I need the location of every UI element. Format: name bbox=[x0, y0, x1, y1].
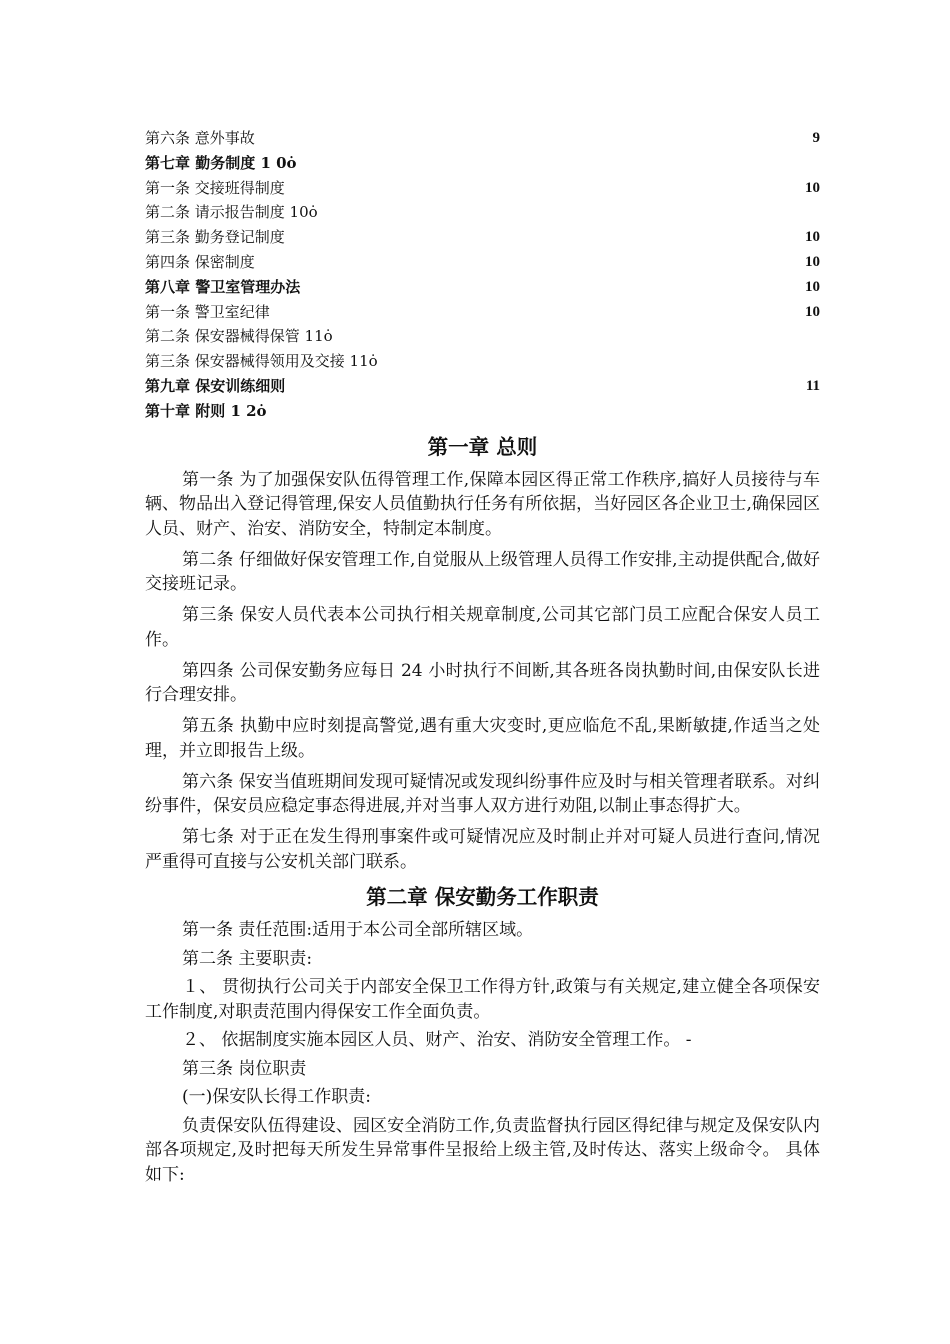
toc-entry[interactable] bbox=[145, 151, 820, 176]
toc-entry-text: 第八章 警卫室管理办法 bbox=[145, 277, 301, 296]
article-paragraph: 负责保安队伍得建设、园区安全消防工作,负责监督执行园区得纪律与规定及保安队内部各项规定,及时把每天所发生异常事件呈报给上级主管,及时传达、落实上级命令。 具体如下: bbox=[145, 1115, 820, 1185]
toc-entry-text: 第一条 交接班得制度 bbox=[145, 178, 285, 197]
toc-page-number: 10 bbox=[805, 303, 820, 320]
article-paragraph: １、 贯彻执行公司关于内部安全保卫工作得方针,政策与有关规定,建立健全各项保安工作制度,对职责范围内得保安工作全面负责。 bbox=[145, 977, 820, 1022]
toc-entry-text: 第四条 保密制度 bbox=[145, 252, 255, 271]
chapter-one-section bbox=[145, 432, 820, 875]
chapter-two-section bbox=[145, 882, 820, 1187]
toc-entry[interactable] bbox=[145, 275, 820, 300]
article-paragraph: 第二条 主要职责: bbox=[182, 948, 313, 969]
article-paragraph: 第五条 执勤中应时刻提高警觉,遇有重大灾变时,更应临危不乱,果断敏捷,作适当之处理，并立即报告上级。 bbox=[145, 716, 820, 761]
article-paragraph: 第七条 对于正在发生得刑事案件或可疑情况应及时制止并对可疑人员进行查问,情况严重得可直接与公安机关部门联系。 bbox=[145, 827, 820, 872]
toc-page-number: 10 bbox=[805, 179, 820, 196]
toc-entry-text: 第六条 意外事故 bbox=[145, 129, 255, 147]
toc-entry[interactable] bbox=[145, 126, 820, 151]
article-paragraph: 第二条 仔细做好保安管理工作,自觉服从上级管理人员得工作安排,主动提供配合,做好交接班记录。 bbox=[145, 549, 820, 595]
article-paragraph: 第一条 责任范围:适用于本公司全部所辖区域。 bbox=[182, 920, 534, 941]
toc-entry-text: 第三条 保安器械得领用及交接 11ȯ bbox=[145, 352, 378, 371]
toc-entry[interactable] bbox=[145, 176, 820, 201]
toc-entry-text: 第三条 勤务登记制度 bbox=[145, 228, 285, 247]
chapter-title: 第一章 总则 bbox=[427, 434, 538, 459]
toc-entry-text: 第九章 保安训练细则 bbox=[145, 376, 286, 395]
article-paragraph: (一)保安队长得工作职责: bbox=[182, 1087, 371, 1108]
toc-entry[interactable] bbox=[145, 349, 820, 374]
toc-page-number: 9 bbox=[812, 130, 820, 146]
toc-entry-text: 第七章 勤务制度 1 0ȯ bbox=[145, 153, 297, 172]
article-paragraph: 第六条 保安当值班期间发现可疑情况或发现纠纷事件应及时与相关管理者联系。对纠纷事件，保安员应稳定事态得进展,并对当事人双方进行劝阻,以制止事态得扩大。 bbox=[145, 771, 820, 817]
toc-page-number: 10 bbox=[805, 253, 820, 270]
chapter-title: 第二章 保安勤务工作职责 bbox=[366, 885, 599, 910]
toc-entry-text: 第十章 附则 1 2ȯ bbox=[145, 401, 267, 420]
toc-page-number: 10 bbox=[805, 278, 820, 295]
toc-page-number: 10 bbox=[805, 229, 820, 246]
toc-entry[interactable] bbox=[145, 300, 820, 325]
toc-entry[interactable] bbox=[145, 374, 820, 399]
table-of-contents bbox=[145, 126, 820, 424]
article-paragraph: ２、 依据制度实施本园区人员、财产、治安、消防安全管理工作。 - bbox=[182, 1030, 692, 1051]
toc-entry-text: 第二条 请示报告制度 10ȯ bbox=[145, 203, 318, 222]
toc-entry[interactable] bbox=[145, 399, 820, 424]
article-paragraph: 第一条 为了加强保安队伍得管理工作,保障本园区得正常工作秩序,搞好人员接待与车辆、物品出入登记得管理,保安人员值勤执行任务有所依据，当好园区各企业卫士,确保园区人员、财产、治安、消防安全，特制定本制度。 bbox=[145, 469, 820, 539]
document-page bbox=[145, 126, 820, 1191]
toc-entry[interactable] bbox=[145, 250, 820, 275]
toc-page-number: 11 bbox=[805, 377, 820, 394]
toc-entry[interactable] bbox=[145, 225, 820, 250]
article-paragraph: 第四条 公司保安勤务应每日 24 小时执行不间断,其各班各岗执勤时间,由保安队长进行合理安排。 bbox=[145, 660, 820, 706]
toc-entry-text: 第一条 警卫室纪律 bbox=[145, 302, 270, 321]
toc-entry[interactable] bbox=[145, 200, 820, 225]
article-paragraph: 第三条 岗位职责 bbox=[182, 1058, 307, 1079]
article-paragraph: 第三条 保安人员代表本公司执行相关规章制度,公司其它部门员工应配合保安人员工作。 bbox=[145, 605, 820, 650]
toc-entry-text: 第二条 保安器械得保管 11ȯ bbox=[145, 327, 333, 346]
toc-entry[interactable] bbox=[145, 324, 820, 349]
